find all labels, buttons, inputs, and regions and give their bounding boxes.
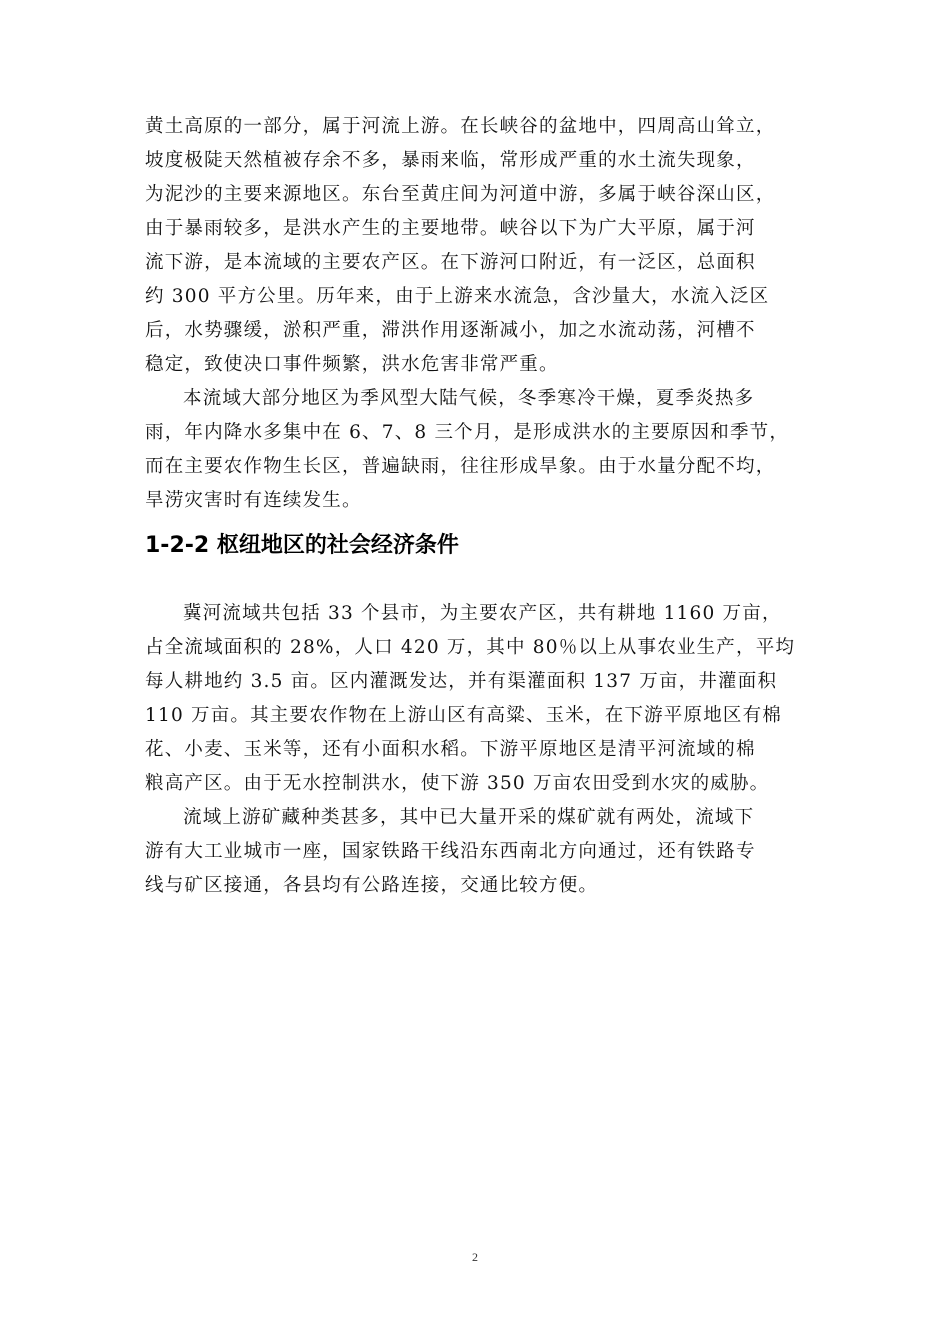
paragraph-line: 线与矿区接通，各县均有公路连接，交通比较方便。 — [145, 875, 599, 896]
paragraph-line: 旱涝灾害时有连续发生。 — [145, 490, 362, 511]
paragraph-line: 流域上游矿藏种类甚多，其中已大量开采的煤矿就有两处，流域下 — [183, 807, 755, 828]
paragraph-line: 雨，年内降水多集中在 6、7、8 三个月，是形成洪水的主要原因和季节， — [145, 422, 790, 443]
section-heading: 1-2-2 枢纽地区的社会经济条件 — [145, 533, 459, 558]
paragraph-line: 110 万亩。其主要农作物在上游山区有高粱、玉米，在下游平原地区有棉 — [145, 705, 782, 726]
paragraph-line: 冀河流域共包括 33 个县市，为主要农产区，共有耕地 1160 万亩， — [183, 603, 782, 624]
paragraph-line: 粮高产区。由于无水控制洪水，使下游 350 万亩农田受到水灾的威胁。 — [145, 773, 770, 794]
paragraph-line: 游有大工业城市一座，国家铁路干线沿东西南北方向通过，还有铁路专 — [145, 841, 756, 862]
paragraph-line: 为泥沙的主要来源地区。东台至黄庄间为河道中游，多属于峡谷深山区， — [145, 184, 776, 205]
paragraph-line: 本流域大部分地区为季风型大陆气候，冬季寒冷干燥，夏季炎热多 — [183, 388, 755, 409]
paragraph-line: 而在主要农作物生长区，普遍缺雨，往往形成旱象。由于水量分配不均， — [145, 456, 776, 477]
paragraph-line: 由于暴雨较多，是洪水产生的主要地带。峡谷以下为广大平原，属于河 — [145, 218, 756, 239]
paragraph-line: 流下游，是本流域的主要农产区。在下游河口附近，有一泛区，总面积 — [145, 252, 756, 273]
paragraph-line: 黄土高原的一部分，属于河流上游。在长峡谷的盆地中，四周高山耸立， — [145, 116, 776, 137]
paragraph-line: 坡度极陡天然植被存余不多，暴雨来临，常形成严重的水土流失现象， — [145, 150, 756, 171]
section-1-body — [145, 110, 815, 518]
paragraph-line: 稳定，致使决口事件频繁，洪水危害非常严重。 — [145, 354, 559, 375]
paragraph-line: 每人耕地约 3.5 亩。区内灌溉发达，并有渠灌面积 137 万亩，井灌面积 — [145, 671, 778, 692]
section-2-body — [145, 597, 815, 903]
page-number: 2 — [472, 1250, 478, 1264]
paragraph-line: 约 300 平方公里。历年来，由于上游来水流急，含沙量大，水流入泛区 — [145, 286, 770, 307]
paragraph-line: 后，水势骤缓，淤积严重，滞洪作用逐渐减小，加之水流动荡，河槽不 — [145, 320, 756, 341]
paragraph-line: 花、小麦、玉米等，还有小面积水稻。下游平原地区是清平河流域的棉 — [145, 739, 756, 760]
paragraph-line: 占全流域面积的 28%，人口 420 万，其中 80％以上从事农业生产，平均 — [145, 637, 796, 658]
